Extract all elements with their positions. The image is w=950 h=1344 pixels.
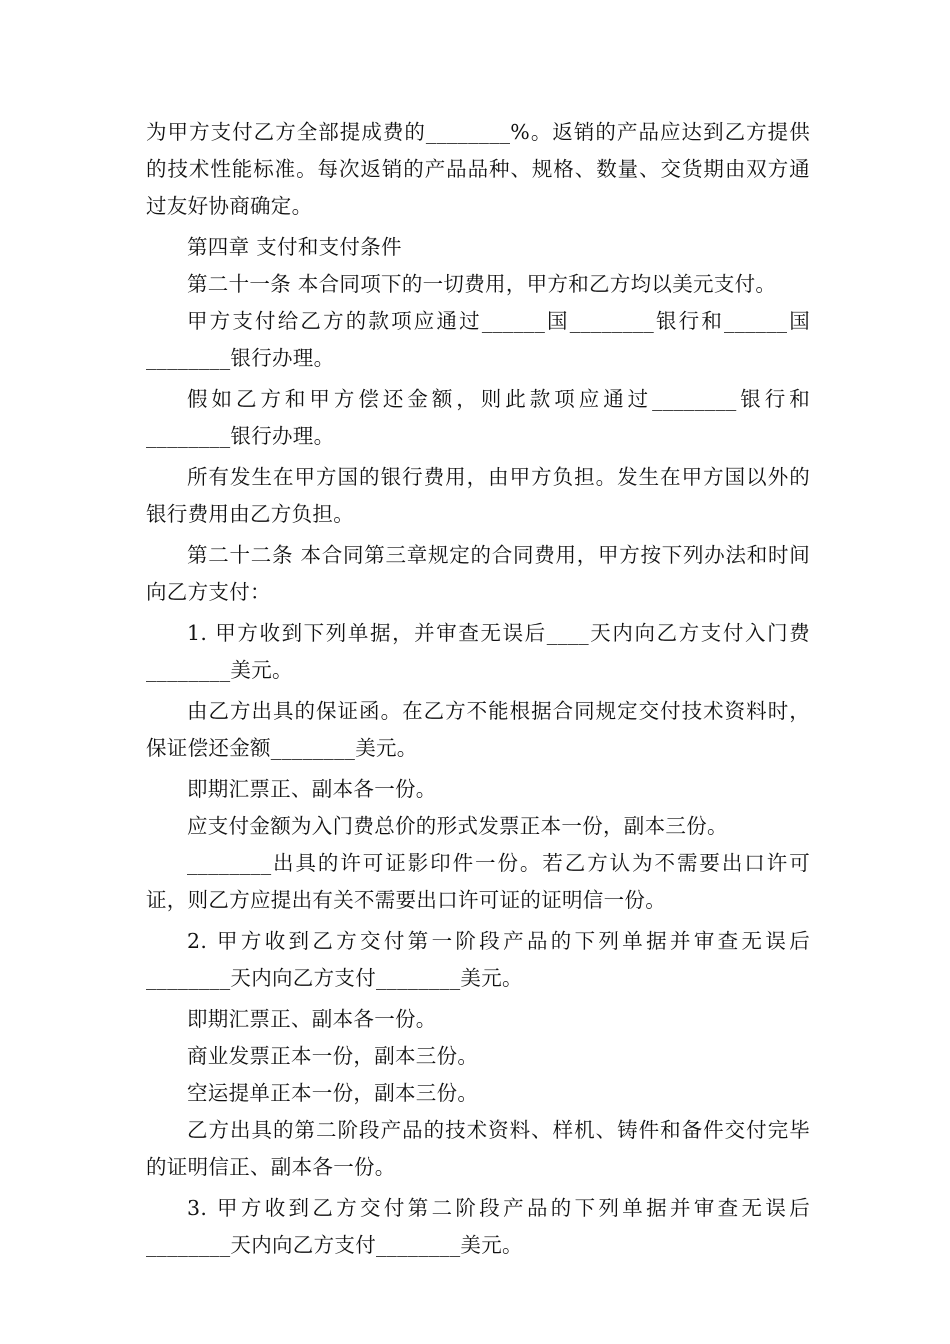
paragraph-13: 即期汇票正、副本各一份。 — [187, 1007, 437, 1031]
paragraph-11: ________出具的许可证影印件一份。若乙方认为不需要出口许可证，则乙方应提出有关不需要出口许可证的证明信一份。 — [146, 851, 810, 912]
paragraph-5: 所有发生在甲方国的银行费用，由甲方负担。发生在甲方国以外的银行费用由乙方负担。 — [146, 465, 810, 526]
paragraph-4: 假如乙方和甲方偿还金额，则此款项应通过________银行和________银行办理。 — [146, 387, 810, 448]
paragraph-8: 由乙方出具的保证函。在乙方不能根据合同规定交付技术资料时，保证偿还金额________美元。 — [146, 699, 810, 760]
paragraph-9: 即期汇票正、副本各一份。 — [187, 777, 437, 801]
paragraph-14: 商业发票正本一份，副本三份。 — [187, 1044, 479, 1068]
document-body — [146, 114, 810, 1268]
paragraph-16: 乙方出具的第二阶段产品的技术资料、样机、铸件和备件交付完毕的证明信正、副本各一份。 — [146, 1118, 810, 1179]
paragraph-3: 甲方支付给乙方的款项应通过______国________银行和______国________银行办理。 — [146, 309, 810, 370]
chapter-heading: 第四章 支付和支付条件 — [187, 235, 402, 259]
paragraph-item-2: 2. 甲方收到乙方交付第一阶段产品的下列单据并审查无误后________天内向乙方支付________美元。 — [146, 929, 810, 990]
paragraph-item-1: 1. 甲方收到下列单据，并审查无误后____天内向乙方支付入门费________美元。 — [146, 621, 810, 682]
paragraph-15: 空运提单正本一份，副本三份。 — [187, 1081, 479, 1105]
paragraph-article-22: 第二十二条 本合同第三章规定的合同费用，甲方按下列办法和时间向乙方支付： — [146, 543, 810, 604]
paragraph-1: 为甲方支付乙方全部提成费的________%。返销的产品应达到乙方提供的技术性能标准。每次返销的产品品种、规格、数量、交货期由双方通过友好协商确定。 — [146, 120, 810, 218]
paragraph-article-21: 第二十一条 本合同项下的一切费用，甲方和乙方均以美元支付。 — [187, 272, 777, 296]
paragraph-10: 应支付金额为入门费总价的形式发票正本一份，副本三份。 — [187, 814, 728, 838]
paragraph-item-3: 3. 甲方收到乙方交付第二阶段产品的下列单据并审查无误后________天内向乙方支付________美元。 — [146, 1196, 810, 1257]
